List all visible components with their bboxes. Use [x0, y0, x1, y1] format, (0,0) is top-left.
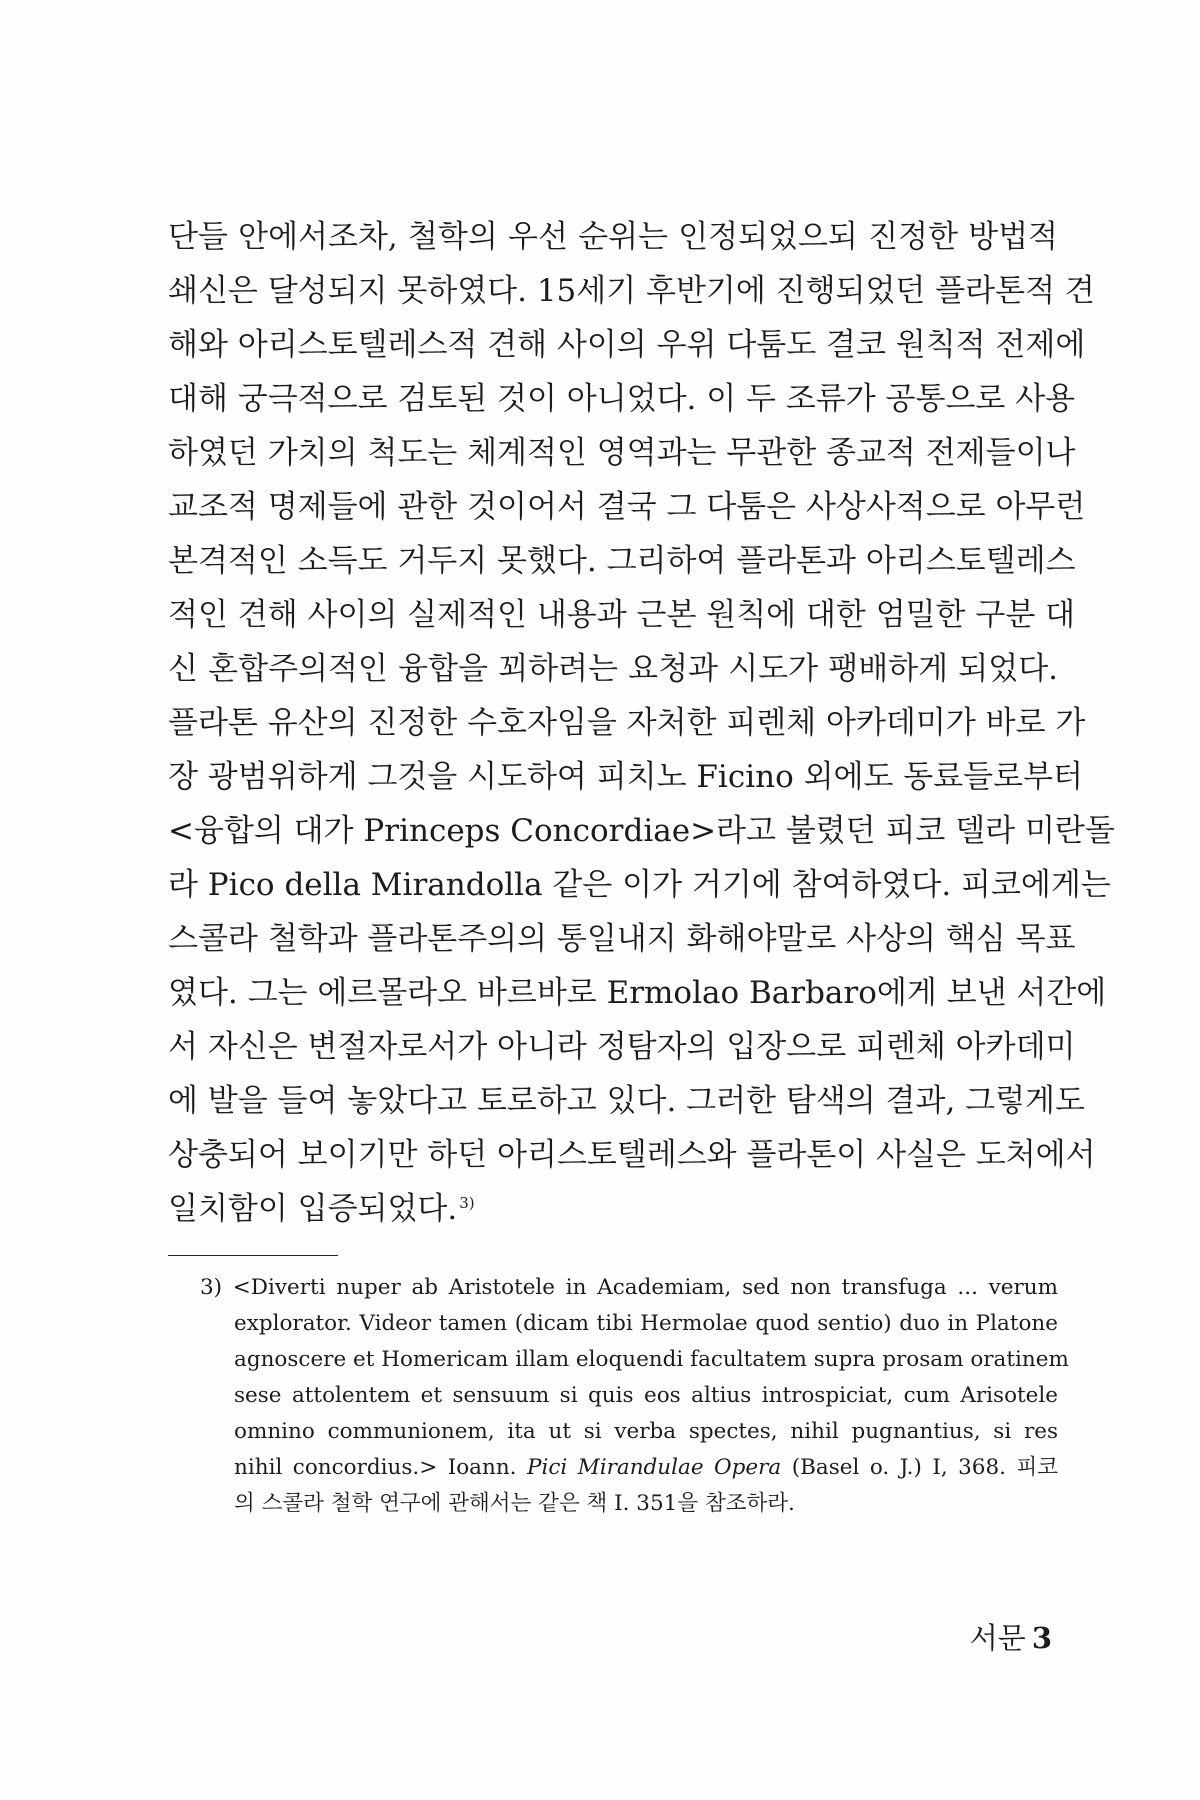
body-line: 라 Pico della Mirandolla 같은 이가 거기에 참여하였다. 피코에게는: [168, 867, 1111, 903]
body-line: 하였던 가치의 척도는 체계적인 영역과는 무관한 종교적 전제들이나: [168, 435, 1076, 471]
footnote-line: 의 스콜라 철학 연구에 관해서는 같은 책 I. 351을 참조하라.: [234, 1491, 795, 1516]
footnote-text: nihil concordius.> Ioann.: [234, 1455, 527, 1480]
footnote-line: omnino communionem, ita ut si verba spectes, nihil pugnantius, si res: [234, 1419, 1058, 1444]
body-line: 에 발을 들여 놓았다고 토로하고 있다. 그러한 탐색의 결과, 그렇게도: [168, 1083, 1085, 1119]
page-number: [970, 1616, 1052, 1657]
footnote-line: agnoscere et Homericam illam eloquendi facultatem supra prosam oratinem: [234, 1347, 1069, 1372]
body-line-last: [168, 1182, 1058, 1236]
footnote-line: sese attolentem et sensuum si quis eos altius introspiciat, cum Arisotele: [234, 1383, 1058, 1408]
body-line: 스콜라 철학과 플라톤주의의 통일내지 화해야말로 사상의 핵심 목표: [168, 921, 1076, 957]
page-section-label: 서문: [969, 1621, 1026, 1655]
body-text: [168, 210, 1115, 1236]
book-title: Pici Mirandulae Opera: [526, 1455, 782, 1480]
body-line: 신 혼합주의적인 융합을 꾀하려는 요청과 시도가 팽배하게 되었다.: [168, 651, 1058, 687]
body-line: 적인 견해 사이의 실제적인 내용과 근본 원칙에 대한 엄밀한 구분 대: [168, 597, 1076, 633]
footnote: [200, 1270, 1069, 1522]
body-line: 교조적 명제들에 관한 것이어서 결국 그 다툼은 사상사적으로 아무런: [168, 489, 1086, 525]
body-line: 였다. 그는 에르몰라오 바르바로 Ermolao Barbaro에게 보낸 서간에: [168, 975, 1107, 1011]
body-line: 플라톤 유산의 진정한 수호자임을 자처한 피렌체 아카데미가 바로 가: [168, 705, 1086, 741]
body-line: <융합의 대가 Princeps Concordiae>라고 불렸던 피코 델라 미란돌: [168, 813, 1115, 849]
body-line: 대해 궁극적으로 검토된 것이 아니었다. 이 두 조류가 공통으로 사용: [168, 381, 1076, 417]
body-line: 단들 안에서조차, 철학의 우선 순위는 인정되었으되 진정한 방법적: [168, 219, 1058, 255]
body-line-text: 일치함이 입증되었다.: [168, 1191, 458, 1227]
footnote-line: [200, 1450, 1058, 1486]
body-line: 본격적인 소득도 거두지 못했다. 그리하여 플라톤과 아리스토텔레스: [168, 543, 1076, 579]
page-number-value: 3: [1031, 1621, 1052, 1655]
footnote-line: explorator. Videor tamen (dicam tibi Hermolae quod sentio) duo in Platone: [234, 1311, 1058, 1336]
footnote-text: (Basel o. J.) I, 368. 피코: [781, 1455, 1059, 1480]
body-line: 상충되어 보이기만 하던 아리스토텔레스와 플라톤이 사실은 도처에서: [168, 1137, 1096, 1173]
body-line: 해와 아리스토텔레스적 견해 사이의 우위 다툼도 결코 원칙적 전제에: [168, 327, 1086, 363]
footnote-line: 3) <Diverti nuper ab Aristotele in Academiam, sed non transfuga ... verum: [200, 1275, 1058, 1300]
footnote-reference[interactable]: 3): [459, 1193, 475, 1212]
body-line: 서 자신은 변절자로서가 아니라 정탐자의 입장으로 피렌체 아카데미: [168, 1029, 1076, 1065]
footnote-divider: [168, 1255, 338, 1256]
body-line: 장 광범위하게 그것을 시도하여 피치노 Ficino 외에도 동료들로부터: [168, 759, 1083, 795]
body-line: 쇄신은 달성되지 못하였다. 15세기 후반기에 진행되었던 플라톤적 견: [168, 273, 1095, 309]
